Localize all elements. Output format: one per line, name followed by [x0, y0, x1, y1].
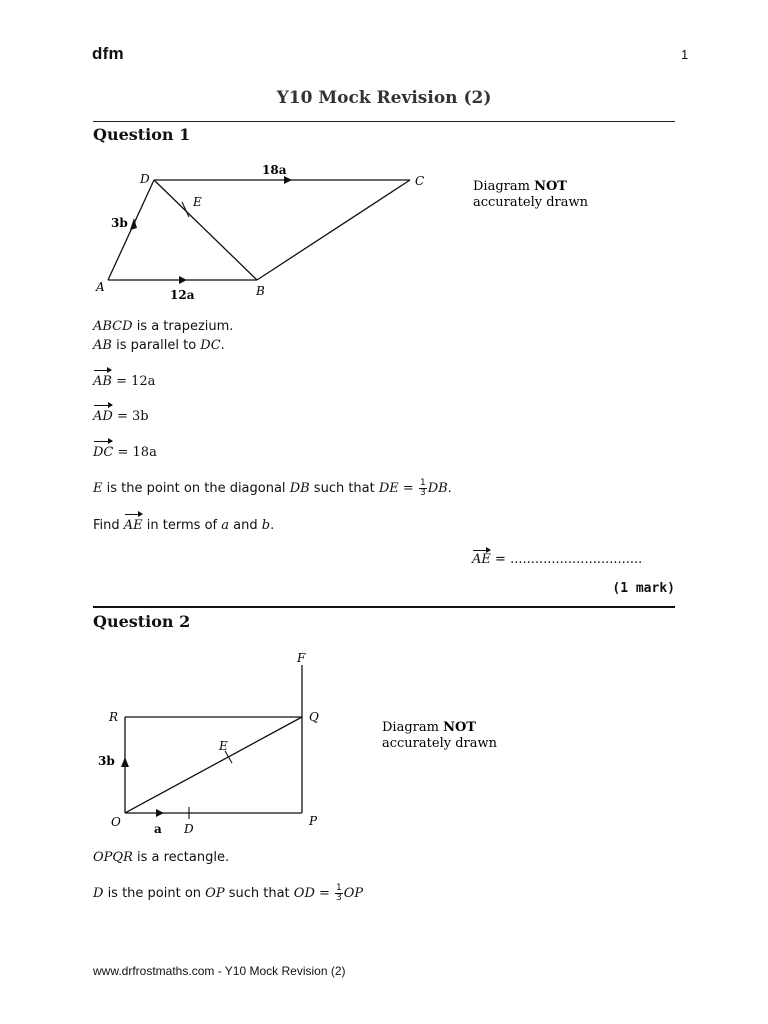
- q1-marks: (1 mark): [612, 581, 675, 596]
- label-p: P: [309, 814, 318, 828]
- question-2-diagram: [90, 645, 510, 840]
- page-title: Y10 Mock Revision (2): [276, 88, 492, 108]
- q1-point-e-definition: E is the point on the diagonal DB such that DE = $\frac{1}{3}$ DB.: [93, 478, 452, 498]
- question-divider: [93, 606, 675, 608]
- label-f: F: [297, 651, 306, 665]
- label-d: D: [184, 822, 194, 836]
- q1-vector-dc: DC = 18a: [93, 445, 157, 460]
- diagram-note-line1: Diagram NOT: [473, 179, 567, 194]
- question-1-heading: Question 1: [93, 125, 191, 144]
- label-e: E: [193, 195, 202, 209]
- diagram-note-line2: accurately drawn: [473, 195, 588, 210]
- q2-statement-rectangle: OPQR is a rectangle.: [93, 850, 230, 865]
- label-o: O: [111, 815, 121, 829]
- question-1-diagram: [90, 160, 600, 305]
- fraction-one-third: $\frac{1}{3}$: [336, 883, 342, 903]
- diagram-note-line1: Diagram NOT: [382, 720, 476, 735]
- q2-point-d-definition: D is the point on OP such that OD = $\frac{1}{3}$ OP: [93, 883, 364, 903]
- page-number: 1: [681, 47, 689, 62]
- q1-task: Find AE in terms of a and b.: [93, 518, 275, 533]
- label-12a: 12a: [170, 288, 195, 302]
- q1-statement-trapezium: ABCD is a trapezium.: [93, 319, 234, 334]
- ab-arrow-icon: [179, 276, 187, 284]
- question-2-heading: Question 2: [93, 612, 191, 631]
- e-tick-mark: [182, 202, 189, 217]
- q1-vector-ab: AB = 12a: [93, 374, 156, 389]
- diagram-note-line2: accurately drawn: [382, 736, 497, 751]
- label-3b: 3b: [98, 754, 115, 768]
- q1-answer-line[interactable]: AE = ................................: [472, 552, 643, 567]
- q1-vector-ad: AD = 3b: [93, 409, 149, 424]
- label-d: D: [140, 172, 150, 186]
- brand-logo: dfm: [92, 44, 124, 63]
- label-b: B: [256, 284, 265, 298]
- fraction-one-third: $\frac{1}{3}$: [419, 478, 426, 498]
- page-footer: www.drfrostmaths.com - Y10 Mock Revision (2): [93, 964, 346, 978]
- label-q: Q: [309, 710, 319, 724]
- label-18a: 18a: [262, 163, 287, 177]
- label-a: A: [96, 280, 105, 294]
- dc-arrow-icon: [284, 176, 292, 184]
- label-c: C: [415, 174, 425, 188]
- or-arrow-icon: [121, 757, 129, 767]
- label-3b: 3b: [111, 216, 128, 230]
- label-a: a: [154, 822, 162, 836]
- od-arrow-icon: [156, 809, 164, 817]
- label-e: E: [219, 739, 228, 753]
- q1-statement-parallel: AB is parallel to DC.: [93, 338, 225, 353]
- label-r: R: [109, 710, 119, 724]
- title-divider: [93, 121, 675, 122]
